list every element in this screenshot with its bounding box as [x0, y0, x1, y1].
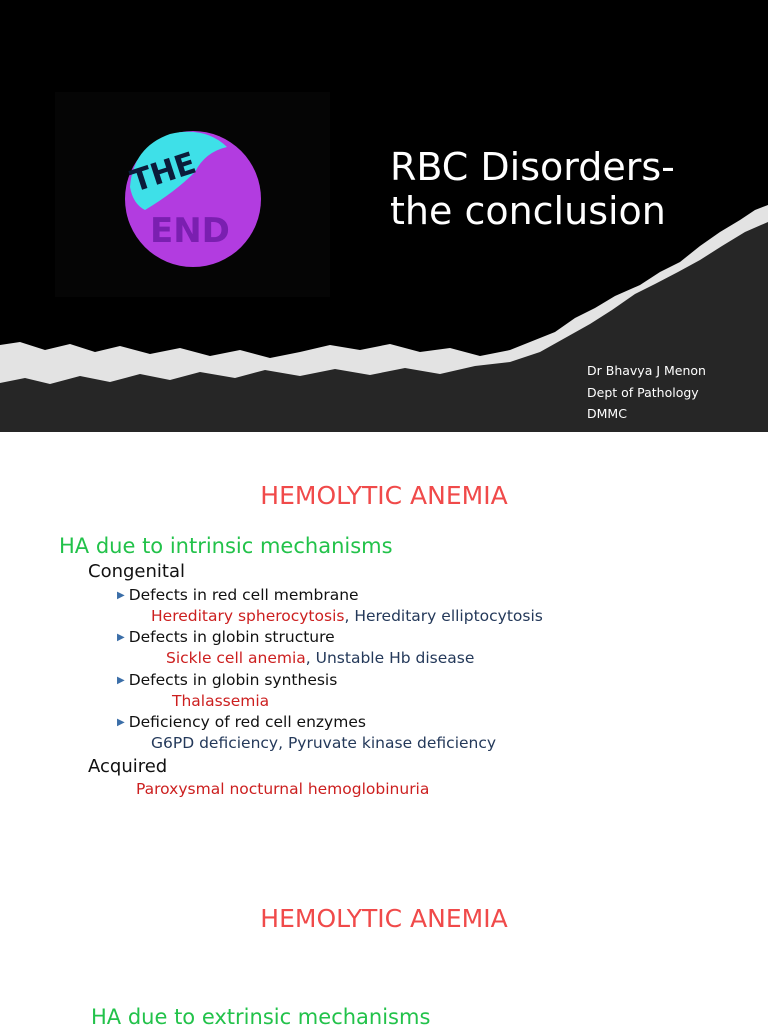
list-item-examples: Thalassemia — [172, 692, 270, 710]
the-end-logo-icon — [55, 92, 330, 297]
list-item-examples: Hereditary spherocytosis, Hereditary elliptocytosis — [151, 607, 543, 625]
bullet-arrow-icon: ▶ — [117, 632, 125, 643]
author-department: Dept of Pathology — [587, 384, 699, 400]
author-name: Dr Bhavya J Menon — [587, 363, 706, 378]
slide-heading: HEMOLYTIC ANEMIA — [260, 904, 508, 933]
bullet-arrow-icon: ▶ — [117, 717, 125, 728]
section-subheading: HA due to intrinsic mechanisms — [59, 534, 393, 558]
list-item-examples: Sickle cell anemia, Unstable Hb disease — [166, 649, 475, 667]
section-subheading: HA due to extrinsic mechanisms — [91, 1005, 431, 1029]
title-slide — [0, 0, 768, 432]
bullet-arrow-icon: ▶ — [117, 675, 125, 686]
congenital-label: Congenital — [88, 561, 185, 582]
the-end-logo — [55, 92, 330, 297]
acquired-example: Paroxysmal nocturnal hemoglobinuria — [136, 780, 430, 798]
svg-text:END: END — [150, 211, 230, 251]
slide-heading: HEMOLYTIC ANEMIA — [260, 481, 508, 510]
bullet-arrow-icon: ▶ — [117, 590, 125, 601]
author-block — [587, 360, 706, 425]
acquired-label: Acquired — [88, 756, 168, 777]
list-item: ▶ Deficiency of red cell enzymes — [117, 713, 366, 731]
presentation-title: RBC Disorders- the conclusion — [390, 145, 675, 233]
list-item: ▶ Defects in globin synthesis — [117, 671, 338, 689]
list-item-examples: G6PD deficiency, Pyruvate kinase deficiency — [151, 734, 497, 752]
author-institution: DMMC — [587, 406, 627, 421]
list-item: ▶ Defects in globin structure — [117, 628, 335, 646]
svg-text:THE: THE — [126, 145, 201, 200]
list-item: ▶ Defects in red cell membrane — [117, 586, 359, 604]
